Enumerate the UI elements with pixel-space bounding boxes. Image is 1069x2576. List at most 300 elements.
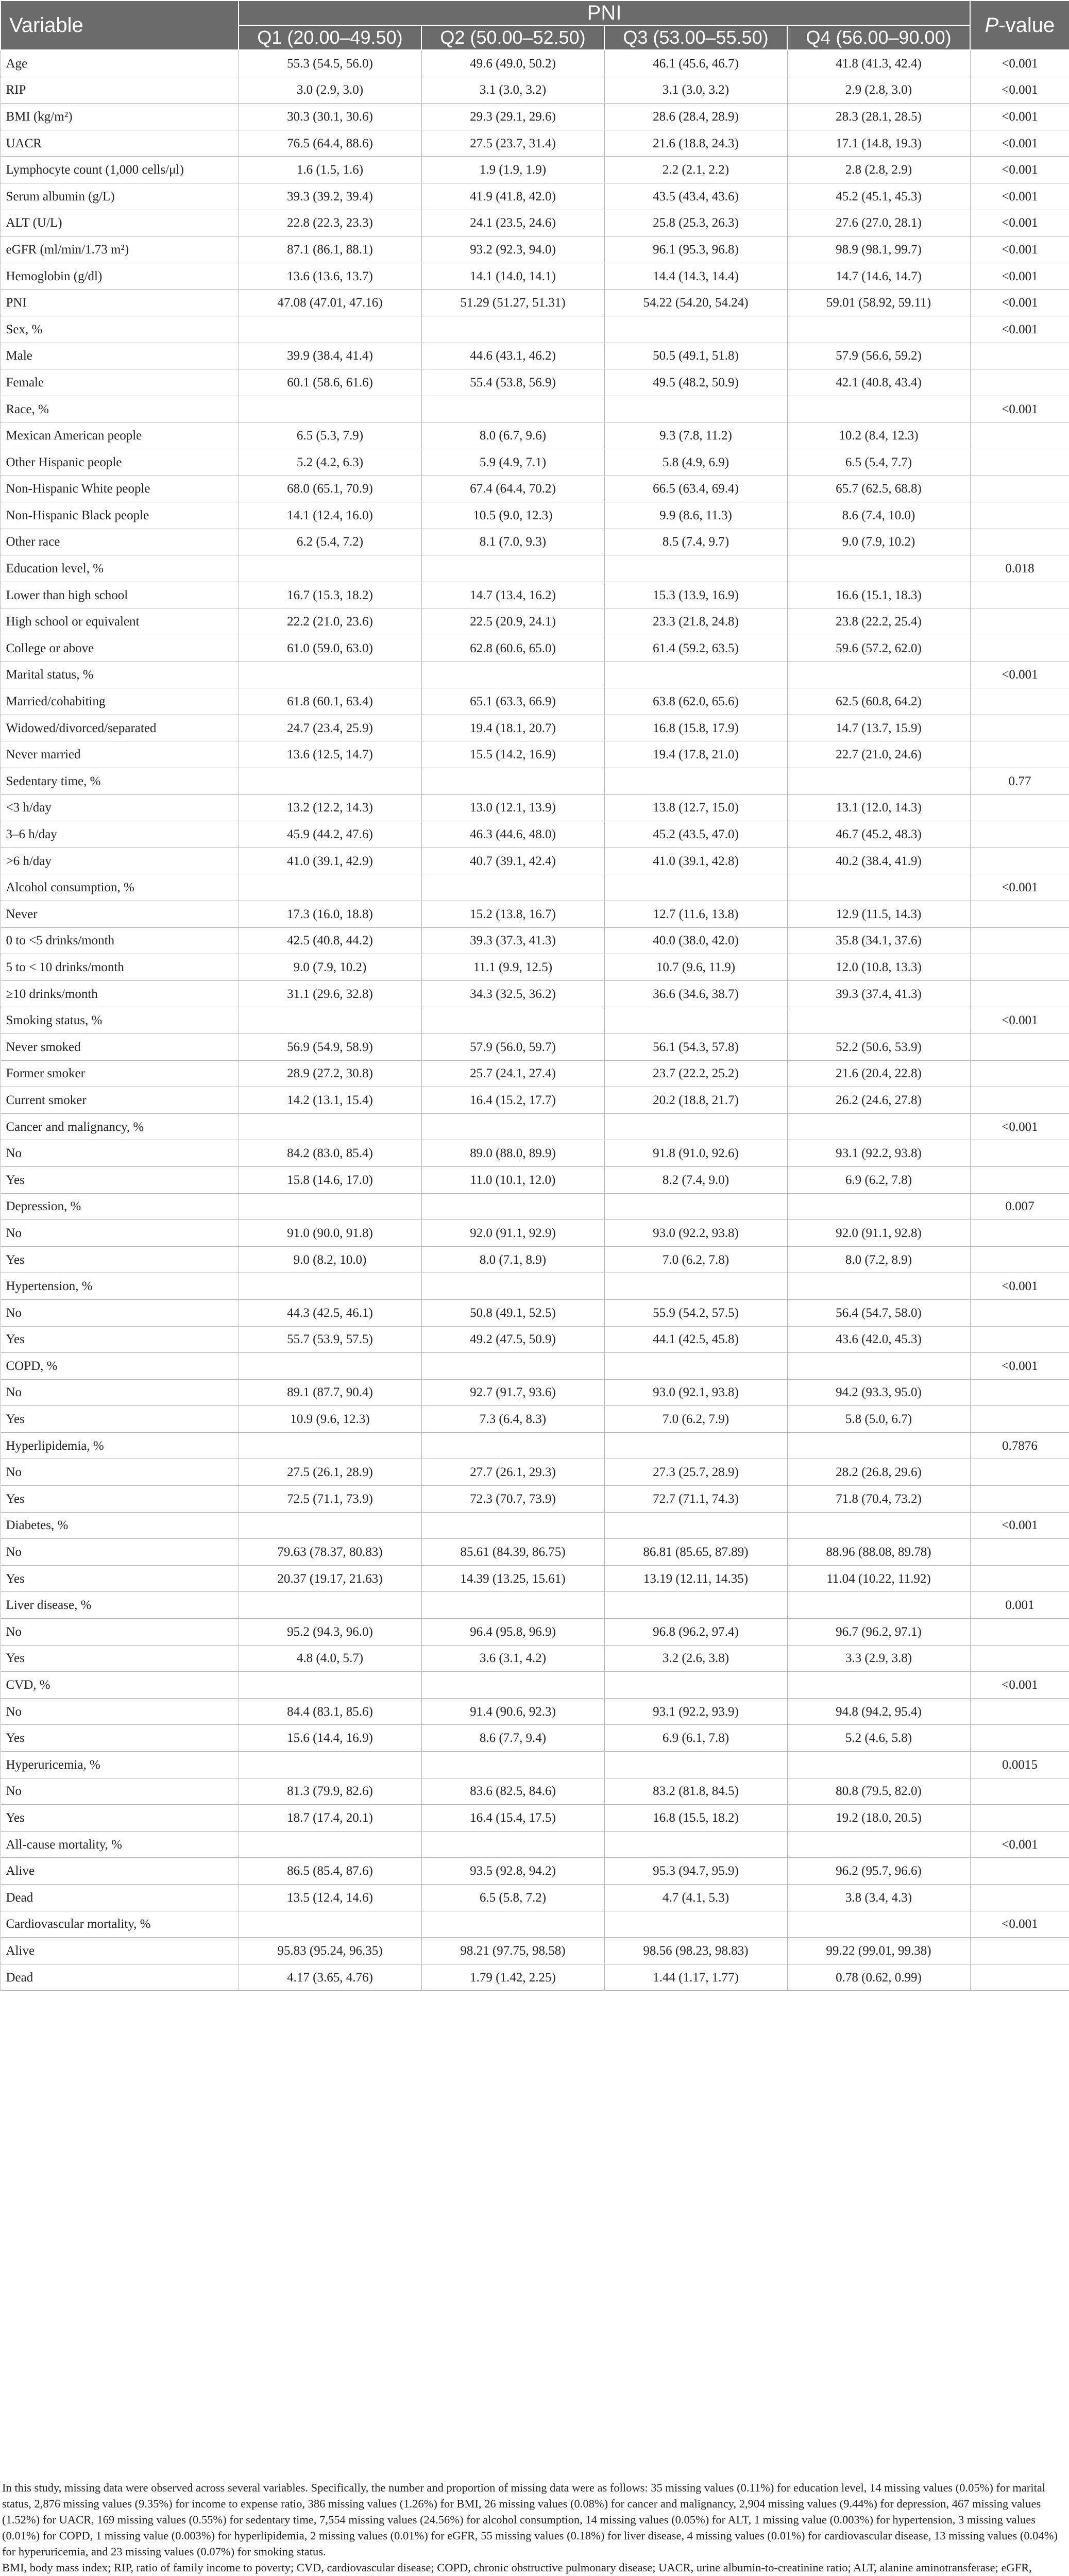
value-cell-q3: 8.5 (7.4, 9.7): [604, 529, 787, 555]
row-label: Yes: [1, 1486, 239, 1513]
row-label: Education level, %: [1, 555, 239, 582]
value-cell-q2: 1.79 (1.42, 2.25): [421, 1964, 604, 1991]
value-cell-q3: [604, 1113, 787, 1140]
p-value-cell: <0.001: [970, 1831, 1069, 1858]
value-cell-q1: 39.3 (39.2, 39.4): [239, 183, 421, 210]
row-label: No: [1, 1539, 239, 1566]
p-value-cell: [970, 715, 1069, 741]
row-label: Current smoker: [1, 1087, 239, 1114]
value-cell-q1: 17.3 (16.0, 18.8): [239, 901, 421, 928]
table-row: [1, 104, 1069, 130]
value-cell-q2: 92.0 (91.1, 92.9): [421, 1220, 604, 1247]
value-cell-q1: 3.0 (2.9, 3.0): [239, 77, 421, 104]
table-row: [1, 980, 1069, 1007]
value-cell-q3: [604, 1752, 787, 1778]
value-cell-q1: [239, 1592, 421, 1619]
value-cell-q3: 63.8 (62.0, 65.6): [604, 688, 787, 715]
value-cell-q1: 24.7 (23.4, 25.9): [239, 715, 421, 741]
table-row: [1, 1220, 1069, 1247]
value-cell-q3: 44.1 (42.5, 45.8): [604, 1326, 787, 1353]
row-label: Married/cohabiting: [1, 688, 239, 715]
value-cell-q4: 16.6 (15.1, 18.3): [787, 582, 970, 608]
value-cell-q3: [604, 1512, 787, 1539]
value-cell-q4: [787, 1113, 970, 1140]
p-value-cell: <0.001: [970, 104, 1069, 130]
value-cell-q2: [421, 1432, 604, 1459]
value-cell-q4: 23.8 (22.2, 25.4): [787, 608, 970, 635]
value-cell-q2: 65.1 (63.3, 66.9): [421, 688, 604, 715]
value-cell-q2: 72.3 (70.7, 73.9): [421, 1486, 604, 1513]
value-cell-q2: 92.7 (91.7, 93.6): [421, 1379, 604, 1406]
p-value-cell: <0.001: [970, 1007, 1069, 1034]
p-value-cell: [970, 1060, 1069, 1087]
value-cell-q3: 28.6 (28.4, 28.9): [604, 104, 787, 130]
row-label: Alive: [1, 1938, 239, 1964]
value-cell-q4: 52.2 (50.6, 53.9): [787, 1033, 970, 1060]
value-cell-q4: 28.3 (28.1, 28.5): [787, 104, 970, 130]
value-cell-q1: 42.5 (40.8, 44.2): [239, 927, 421, 954]
row-label: Never smoked: [1, 1033, 239, 1060]
row-label: Yes: [1, 1645, 239, 1672]
row-label: BMI (kg/m²): [1, 104, 239, 130]
row-label: Marital status, %: [1, 662, 239, 688]
table-row: [1, 1938, 1069, 1964]
row-label: Yes: [1, 1406, 239, 1433]
row-label: No: [1, 1140, 239, 1167]
value-cell-q3: 96.8 (96.2, 97.4): [604, 1619, 787, 1646]
value-cell-q2: 98.21 (97.75, 98.58): [421, 1938, 604, 1964]
row-label: No: [1, 1459, 239, 1486]
table-row: [1, 1353, 1069, 1380]
p-value-cell: [970, 1778, 1069, 1805]
value-cell-q3: 83.2 (81.8, 84.5): [604, 1778, 787, 1805]
value-cell-q3: 93.0 (92.1, 93.8): [604, 1379, 787, 1406]
row-label: No: [1, 1619, 239, 1646]
value-cell-q1: 91.0 (90.0, 91.8): [239, 1220, 421, 1247]
value-cell-q3: [604, 1273, 787, 1300]
value-cell-q1: 30.3 (30.1, 30.6): [239, 104, 421, 130]
p-value-cell: [970, 1459, 1069, 1486]
table-row: [1, 635, 1069, 662]
value-cell-q1: 72.5 (71.1, 73.9): [239, 1486, 421, 1513]
p-value-cell: <0.001: [970, 130, 1069, 157]
row-label: Yes: [1, 1725, 239, 1752]
value-cell-q2: 50.8 (49.1, 52.5): [421, 1299, 604, 1326]
table-row: [1, 130, 1069, 157]
value-cell-q1: 68.0 (65.1, 70.9): [239, 476, 421, 502]
value-cell-q3: [604, 316, 787, 343]
table-row: [1, 343, 1069, 369]
value-cell-q2: [421, 1193, 604, 1220]
p-value-cell: [970, 1725, 1069, 1752]
table-row: [1, 396, 1069, 422]
value-cell-q1: 10.9 (9.6, 12.3): [239, 1406, 421, 1433]
value-cell-q2: 44.6 (43.1, 46.2): [421, 343, 604, 369]
row-label: Mexican American people: [1, 422, 239, 449]
value-cell-q2: 8.6 (7.7, 9.4): [421, 1725, 604, 1752]
value-cell-q2: 51.29 (51.27, 51.31): [421, 290, 604, 316]
value-cell-q3: [604, 1911, 787, 1938]
value-cell-q1: 84.4 (83.1, 85.6): [239, 1698, 421, 1725]
value-cell-q4: 6.9 (6.2, 7.8): [787, 1166, 970, 1193]
value-cell-q4: [787, 1512, 970, 1539]
value-cell-q2: 25.7 (24.1, 27.4): [421, 1060, 604, 1087]
value-cell-q1: 28.9 (27.2, 30.8): [239, 1060, 421, 1087]
value-cell-q4: 14.7 (14.6, 14.7): [787, 263, 970, 290]
table-row: [1, 794, 1069, 821]
row-label: RIP: [1, 77, 239, 104]
p-value-cell: 0.7876: [970, 1432, 1069, 1459]
row-label: Cardiovascular mortality, %: [1, 1911, 239, 1938]
table-row: [1, 582, 1069, 608]
value-cell-q3: 1.44 (1.17, 1.77): [604, 1964, 787, 1991]
value-cell-q2: 29.3 (29.1, 29.6): [421, 104, 604, 130]
row-label: Serum albumin (g/L): [1, 183, 239, 210]
p-value-cell: [970, 980, 1069, 1007]
table-row: [1, 157, 1069, 183]
value-cell-q3: 61.4 (59.2, 63.5): [604, 635, 787, 662]
value-cell-q1: [239, 874, 421, 901]
value-cell-q2: [421, 1512, 604, 1539]
value-cell-q1: [239, 1512, 421, 1539]
p-value-cell: <0.001: [970, 662, 1069, 688]
row-label: Yes: [1, 1246, 239, 1273]
row-label: Age: [1, 50, 239, 77]
value-cell-q3: [604, 1672, 787, 1699]
value-cell-q2: [421, 1911, 604, 1938]
table-row: [1, 1299, 1069, 1326]
value-cell-q1: 22.2 (21.0, 23.6): [239, 608, 421, 635]
p-value-cell: <0.001: [970, 1911, 1069, 1938]
p-value-cell: <0.001: [970, 316, 1069, 343]
value-cell-q4: 9.0 (7.9, 10.2): [787, 529, 970, 555]
p-value-cell: <0.001: [970, 1113, 1069, 1140]
p-value-cell: [970, 529, 1069, 555]
p-value-cell: [970, 369, 1069, 396]
value-cell-q2: 83.6 (82.5, 84.6): [421, 1778, 604, 1805]
row-label: <3 h/day: [1, 794, 239, 821]
value-cell-q3: 16.8 (15.5, 18.2): [604, 1805, 787, 1832]
value-cell-q1: 44.3 (42.5, 46.1): [239, 1299, 421, 1326]
row-label: No: [1, 1220, 239, 1247]
value-cell-q4: [787, 316, 970, 343]
value-cell-q1: 6.5 (5.3, 7.9): [239, 422, 421, 449]
p-value-cell: [970, 901, 1069, 928]
value-cell-q4: 42.1 (40.8, 43.4): [787, 369, 970, 396]
row-label: 5 to < 10 drinks/month: [1, 954, 239, 981]
table-row: [1, 874, 1069, 901]
value-cell-q2: 91.4 (90.6, 92.3): [421, 1698, 604, 1725]
p-value-cell: 0.001: [970, 1592, 1069, 1619]
row-label: Lymphocyte count (1,000 cells/μl): [1, 157, 239, 183]
value-cell-q4: [787, 1007, 970, 1034]
value-cell-q4: 35.8 (34.1, 37.6): [787, 927, 970, 954]
value-cell-q3: 41.0 (39.1, 42.8): [604, 848, 787, 874]
value-cell-q2: [421, 396, 604, 422]
value-cell-q3: 21.6 (18.8, 24.3): [604, 130, 787, 157]
value-cell-q3: 9.3 (7.8, 11.2): [604, 422, 787, 449]
p-value-cell: <0.001: [970, 1672, 1069, 1699]
row-label: Liver disease, %: [1, 1592, 239, 1619]
p-value-cell: [970, 608, 1069, 635]
row-label: Dead: [1, 1884, 239, 1911]
value-cell-q2: 1.9 (1.9, 1.9): [421, 157, 604, 183]
value-cell-q1: 41.0 (39.1, 42.9): [239, 848, 421, 874]
table-row: [1, 502, 1069, 529]
table-body: [1, 50, 1069, 1991]
table-row: [1, 662, 1069, 688]
value-cell-q2: 8.0 (7.1, 8.9): [421, 1246, 604, 1273]
row-label: No: [1, 1698, 239, 1725]
value-cell-q2: 49.2 (47.5, 50.9): [421, 1326, 604, 1353]
value-cell-q1: 39.9 (38.4, 41.4): [239, 343, 421, 369]
value-cell-q4: 10.2 (8.4, 12.3): [787, 422, 970, 449]
value-cell-q3: 12.7 (11.6, 13.8): [604, 901, 787, 928]
p-value-cell: [970, 1299, 1069, 1326]
table-row: [1, 1539, 1069, 1566]
p-value-cell: [970, 422, 1069, 449]
p-value-cell: <0.001: [970, 1273, 1069, 1300]
value-cell-q2: 5.9 (4.9, 7.1): [421, 449, 604, 476]
value-cell-q1: [239, 1273, 421, 1300]
value-cell-q2: 34.3 (32.5, 36.2): [421, 980, 604, 1007]
value-cell-q4: [787, 1752, 970, 1778]
row-label: Sedentary time, %: [1, 768, 239, 795]
value-cell-q4: 3.3 (2.9, 3.8): [787, 1645, 970, 1672]
value-cell-q1: 61.8 (60.1, 63.4): [239, 688, 421, 715]
row-label: Hyperuricemia, %: [1, 1752, 239, 1778]
value-cell-q3: 3.2 (2.6, 3.8): [604, 1645, 787, 1672]
value-cell-q1: 81.3 (79.9, 82.6): [239, 1778, 421, 1805]
row-label: Widowed/divorced/separated: [1, 715, 239, 741]
p-value-cell: [970, 1087, 1069, 1114]
value-cell-q2: 14.7 (13.4, 16.2): [421, 582, 604, 608]
p-value-cell: [970, 821, 1069, 848]
value-cell-q1: 86.5 (85.4, 87.6): [239, 1858, 421, 1885]
row-label: College or above: [1, 635, 239, 662]
value-cell-q1: [239, 1831, 421, 1858]
value-cell-q4: 19.2 (18.0, 20.5): [787, 1805, 970, 1832]
value-cell-q3: 4.7 (4.1, 5.3): [604, 1884, 787, 1911]
table-row: [1, 1113, 1069, 1140]
value-cell-q4: 41.8 (41.3, 42.4): [787, 50, 970, 77]
value-cell-q1: 79.63 (78.37, 80.83): [239, 1539, 421, 1566]
p-value-cell: 0.007: [970, 1193, 1069, 1220]
p-value-cell: [970, 741, 1069, 768]
value-cell-q2: 49.6 (49.0, 50.2): [421, 50, 604, 77]
value-cell-q2: 14.39 (13.25, 15.61): [421, 1565, 604, 1592]
value-cell-q3: 86.81 (85.65, 87.89): [604, 1539, 787, 1566]
p-value-cell: [970, 1698, 1069, 1725]
value-cell-q1: 9.0 (7.9, 10.2): [239, 954, 421, 981]
value-cell-q1: 89.1 (87.7, 90.4): [239, 1379, 421, 1406]
p-value-cell: <0.001: [970, 157, 1069, 183]
value-cell-q4: [787, 1273, 970, 1300]
pvalue-header-italic: P: [985, 13, 999, 37]
value-cell-q2: [421, 1113, 604, 1140]
p-value-cell: [970, 1406, 1069, 1433]
value-cell-q1: 95.83 (95.24, 96.35): [239, 1938, 421, 1964]
table-row: [1, 236, 1069, 263]
p-value-cell: <0.001: [970, 1353, 1069, 1380]
value-cell-q2: 67.4 (64.4, 70.2): [421, 476, 604, 502]
value-cell-q2: 22.5 (20.9, 24.1): [421, 608, 604, 635]
p-value-cell: [970, 794, 1069, 821]
value-cell-q2: 62.8 (60.6, 65.0): [421, 635, 604, 662]
value-cell-q2: 24.1 (23.5, 24.6): [421, 210, 604, 236]
row-label: PNI: [1, 290, 239, 316]
value-cell-q4: 96.2 (95.7, 96.6): [787, 1858, 970, 1885]
value-cell-q2: 6.5 (5.8, 7.2): [421, 1884, 604, 1911]
row-label: Race, %: [1, 396, 239, 422]
value-cell-q1: 4.17 (3.65, 4.76): [239, 1964, 421, 1991]
value-cell-q1: 4.8 (4.0, 5.7): [239, 1645, 421, 1672]
row-label: Hypertension, %: [1, 1273, 239, 1300]
value-cell-q4: 3.8 (3.4, 4.3): [787, 1884, 970, 1911]
value-cell-q2: 85.61 (84.39, 86.75): [421, 1539, 604, 1566]
value-cell-q4: 28.2 (26.8, 29.6): [787, 1459, 970, 1486]
row-label: >6 h/day: [1, 848, 239, 874]
p-value-cell: [970, 1033, 1069, 1060]
row-label: ≥10 drinks/month: [1, 980, 239, 1007]
header-row-top: [1, 1, 1069, 25]
table-row: [1, 290, 1069, 316]
value-cell-q1: [239, 1432, 421, 1459]
value-cell-q3: 36.6 (34.6, 38.7): [604, 980, 787, 1007]
p-value-cell: [970, 848, 1069, 874]
value-cell-q3: 7.0 (6.2, 7.8): [604, 1246, 787, 1273]
value-cell-q4: 2.8 (2.8, 2.9): [787, 157, 970, 183]
value-cell-q2: 27.5 (23.7, 31.4): [421, 130, 604, 157]
p-value-cell: [970, 343, 1069, 369]
value-cell-q4: 14.7 (13.7, 15.9): [787, 715, 970, 741]
p-value-cell: [970, 635, 1069, 662]
table-row: [1, 768, 1069, 795]
row-label: 3–6 h/day: [1, 821, 239, 848]
p-value-cell: 0.77: [970, 768, 1069, 795]
table-row: [1, 1087, 1069, 1114]
table-row: [1, 1246, 1069, 1273]
value-cell-q4: 98.9 (98.1, 99.7): [787, 236, 970, 263]
value-cell-q3: [604, 874, 787, 901]
value-cell-q2: [421, 874, 604, 901]
row-label: Yes: [1, 1166, 239, 1193]
table-row: [1, 1459, 1069, 1486]
table-row: [1, 1831, 1069, 1858]
value-cell-q2: 93.2 (92.3, 94.0): [421, 236, 604, 263]
value-cell-q2: [421, 662, 604, 688]
table-row: [1, 1033, 1069, 1060]
p-value-cell: <0.001: [970, 1512, 1069, 1539]
value-cell-q2: [421, 768, 604, 795]
p-value-cell: [970, 688, 1069, 715]
p-value-cell: [970, 449, 1069, 476]
value-cell-q4: 21.6 (20.4, 22.8): [787, 1060, 970, 1087]
value-cell-q3: 13.8 (12.7, 15.0): [604, 794, 787, 821]
value-cell-q1: 20.37 (19.17, 21.63): [239, 1565, 421, 1592]
value-cell-q4: 80.8 (79.5, 82.0): [787, 1778, 970, 1805]
value-cell-q1: 31.1 (29.6, 32.8): [239, 980, 421, 1007]
value-cell-q4: 93.1 (92.2, 93.8): [787, 1140, 970, 1167]
value-cell-q4: 39.3 (37.4, 41.3): [787, 980, 970, 1007]
row-label: Hyperlipidemia, %: [1, 1432, 239, 1459]
p-value-cell: <0.001: [970, 396, 1069, 422]
row-label: Depression, %: [1, 1193, 239, 1220]
table-row: [1, 848, 1069, 874]
value-cell-q1: [239, 1007, 421, 1034]
value-cell-q4: [787, 555, 970, 582]
value-cell-q3: 93.1 (92.2, 93.9): [604, 1698, 787, 1725]
value-cell-q1: 95.2 (94.3, 96.0): [239, 1619, 421, 1646]
value-cell-q1: [239, 1193, 421, 1220]
row-label: Smoking status, %: [1, 1007, 239, 1034]
value-cell-q3: [604, 1432, 787, 1459]
value-cell-q1: 47.08 (47.01, 47.16): [239, 290, 421, 316]
p-value-cell: [970, 927, 1069, 954]
value-cell-q3: 46.1 (45.6, 46.7): [604, 50, 787, 77]
value-cell-q1: 16.7 (15.3, 18.2): [239, 582, 421, 608]
value-cell-q4: 94.8 (94.2, 95.4): [787, 1698, 970, 1725]
value-cell-q3: 25.8 (25.3, 26.3): [604, 210, 787, 236]
value-cell-q3: 98.56 (98.23, 98.83): [604, 1938, 787, 1964]
value-cell-q3: [604, 396, 787, 422]
value-cell-q2: 93.5 (92.8, 94.2): [421, 1858, 604, 1885]
value-cell-q3: 14.4 (14.3, 14.4): [604, 263, 787, 290]
value-cell-q1: 1.6 (1.5, 1.6): [239, 157, 421, 183]
value-cell-q4: 96.7 (96.2, 97.1): [787, 1619, 970, 1646]
value-cell-q1: [239, 1113, 421, 1140]
value-cell-q4: 17.1 (14.8, 19.3): [787, 130, 970, 157]
table-row: [1, 741, 1069, 768]
value-cell-q1: 13.6 (13.6, 13.7): [239, 263, 421, 290]
value-cell-q4: [787, 1193, 970, 1220]
table-row: [1, 901, 1069, 928]
value-cell-q3: 95.3 (94.7, 95.9): [604, 1858, 787, 1885]
table-row: [1, 316, 1069, 343]
value-cell-q3: 40.0 (38.0, 42.0): [604, 927, 787, 954]
row-label: Yes: [1, 1565, 239, 1592]
table-row: [1, 449, 1069, 476]
value-cell-q2: 3.1 (3.0, 3.2): [421, 77, 604, 104]
value-cell-q1: [239, 316, 421, 343]
value-cell-q2: 7.3 (6.4, 8.3): [421, 1406, 604, 1433]
value-cell-q1: 84.2 (83.0, 85.4): [239, 1140, 421, 1167]
value-cell-q1: 60.1 (58.6, 61.6): [239, 369, 421, 396]
value-cell-q2: [421, 1273, 604, 1300]
value-cell-q1: [239, 396, 421, 422]
table-row: [1, 1778, 1069, 1805]
row-label: Non-Hispanic Black people: [1, 502, 239, 529]
value-cell-q4: 65.7 (62.5, 68.8): [787, 476, 970, 502]
table-row: [1, 476, 1069, 502]
p-value-cell: [970, 1619, 1069, 1646]
row-label: Sex, %: [1, 316, 239, 343]
value-cell-q3: 15.3 (13.9, 16.9): [604, 582, 787, 608]
value-cell-q4: 40.2 (38.4, 41.9): [787, 848, 970, 874]
value-cell-q1: [239, 1752, 421, 1778]
value-cell-q2: 16.4 (15.2, 17.7): [421, 1087, 604, 1114]
quartile-header-q4: Q4 (56.00–90.00): [787, 25, 970, 50]
value-cell-q1: 76.5 (64.4, 88.6): [239, 130, 421, 157]
p-value-cell: [970, 1645, 1069, 1672]
value-cell-q4: 8.6 (7.4, 10.0): [787, 502, 970, 529]
value-cell-q3: 9.9 (8.6, 11.3): [604, 502, 787, 529]
value-cell-q4: 92.0 (91.1, 92.8): [787, 1220, 970, 1247]
value-cell-q4: 6.5 (5.4, 7.7): [787, 449, 970, 476]
p-value-cell: <0.001: [970, 210, 1069, 236]
value-cell-q1: 6.2 (5.4, 7.2): [239, 529, 421, 555]
value-cell-q2: 11.0 (10.1, 12.0): [421, 1166, 604, 1193]
